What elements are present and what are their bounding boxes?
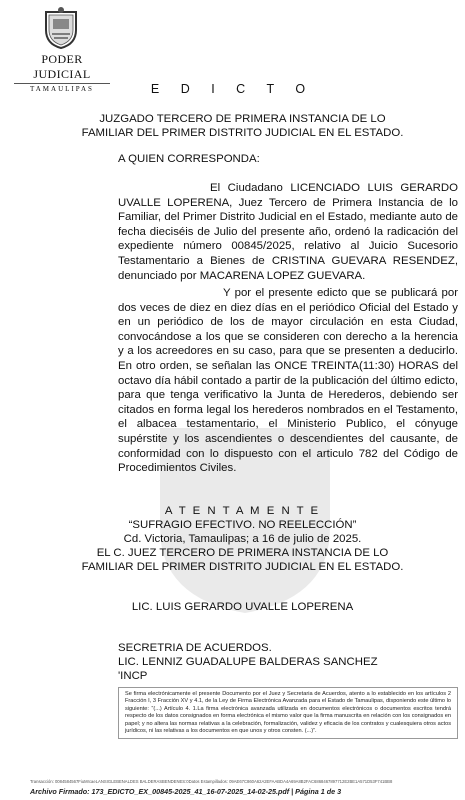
typist-initials: 'INCP [118,670,148,682]
paragraph-1: El Ciudadano LICENCIADO LUIS GERARDO UVALLE LOPERENA, Juez Tercero de Primera Instancia de lo Familiar, del Primer Distrito Judicial en el Estado, mediante auto de fecha dieciséis de Julio del presente año, ordenó la radicación del expediente número 00845/2025, relativo al Juicio Sucesorio Testamentario a Bienes de CRISTINA GUEVARA RESENDEZ, denunciado por MACARENA LOPEZ GUEVARA. [118,182,458,282]
paragraph-2: Y por el presente edicto que se publicará por dos veces de diez en diez días en el periódico Oficial del Estado y en un periódico de los de mayor circulación en esta Ciudad, convocándose a los que se consideren con derecho a la herencia y a los acreedores en su caso, para que se presenten a deducirlo. En otro orden, se señalan las ONCE TREINTA(11:30) HORAS del octavo día hábil contado a partir de la publicación del último edicto, para que tenga verificativo la Junta de Herederos, debiendo ser citados en forma legal los herederos nombrados en el Testamento, el albacea testamentario, el Ministerio Publico, el cónyuge supérstite y los ascendientes o descendientes del causante, de conformidad con lo dispuesto con el articulo 782 del Código de Procedimientos Civiles. [118,287,458,475]
transaction-trace: Transacción: 0084584567FiuMrcaeLANSIGLEBENALDES BALDERASBENDENES:0Datos Estampillados: 09AE67C860A62A2EFAABDA4A69A8B2FAC6868467897712E2BE1A571D53F741BB8 [30,779,393,784]
secretary-block [118,641,378,683]
court-line-2: FAMILIAR DEL PRIMER DISTRITO JUDICIAL EN EL ESTADO. [81,127,404,139]
court-line-1: JUZGADO TERCERO DE PRIMERA INSTANCIA DE LO [99,113,386,125]
secretary-name: LIC. LENNIZ GUADALUPE BALDERAS SANCHEZ [118,656,378,668]
judge-title-line-2: FAMILIAR DEL PRIMER DISTRITO JUDICIAL EN EL ESTADO. [81,561,404,573]
motto: “SUFRAGIO EFECTIVO. NO REELECCIÓN” [128,519,357,531]
place-date: Cd. Victoria, Tamaulipas; a 16 de julio de 2025. [123,533,362,545]
judge-name: LIC. LUIS GERARDO UVALLE LOPERENA [131,601,354,613]
org-name: PODER JUDICIAL [33,52,91,81]
tamaulipas-seal-icon [40,6,82,50]
org-state: TAMAULIPAS [14,83,110,93]
document-title: E D I C T O [150,82,315,96]
court-name [30,112,455,140]
secretary-title: SECRETRIA DE ACUERDOS. [118,642,272,654]
judge-title-line-1: EL C. JUEZ TERCERO DE PRIMERA INSTANCIA DE LO [96,547,389,559]
closing-block [30,504,455,574]
signed-file-footer: Archivo Firmado: 173_EDICTO_EX_00845-2025_41_16-07-2025_14-02-25.pdf | Página 1 de 3 [30,787,342,796]
salutation: A QUIEN CORRESPONDA: [118,153,260,165]
atentamente: A T E N T A M E N T E [164,505,321,517]
electronic-signature-notice: Se firma electrónicamente el presente Documento por el Juez y Secretaria de Acuerdos, atento a lo establecido en los artículos 2 Fracción I, 3 Fracción XV y 4.1, de la Ley de Firma Electrónica Avanzada para el Estado de Tamaulipas, disponiendo este último lo siguiente: “(...) Artículo 4. 1.La firma electrónica avanzada utilizada en documentos electrónicos o documentos escritos tendrá respecto de los datos consignados en forma electrónica el mismo valor que la firma manuscrita en relación con los consignados en papel; y no altera las normas relativas a la celebración, formalización, validez y eficacia de los contratos y cualesquiera otros actos jurídicos, ni las relativas a los documentos en que unos y otros consten. (...)”. [118,687,458,739]
